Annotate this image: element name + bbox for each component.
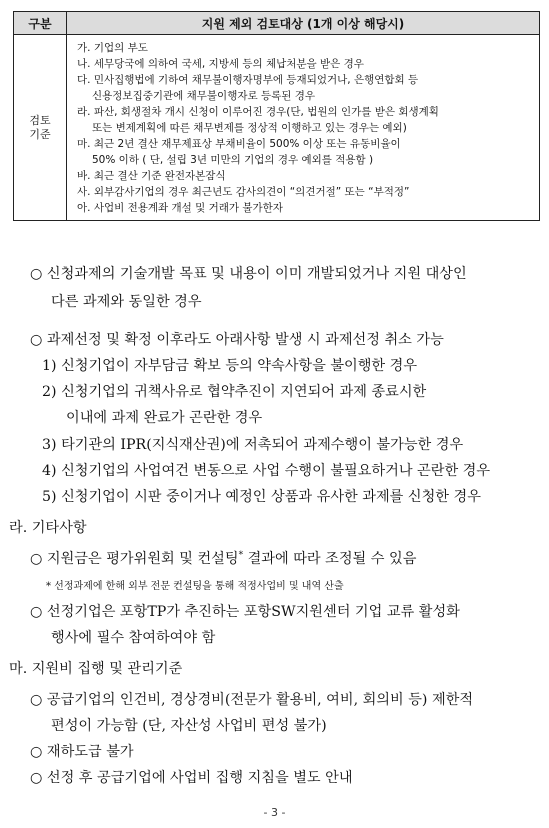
cancellation-item-5: 5) 신청기업이 시판 중이거나 예정인 상품과 유사한 과제를 신청한 경우 [42,489,481,505]
criteria-item-ma [77,136,531,168]
header-category: 구분 [14,12,67,35]
budget-item-2: ○ 재하도급 불가 [30,744,134,760]
budget-item-3: ○ 선정 후 공급기업에 사업비 집행 지침을 별도 안내 [30,770,353,786]
criteria-item-da-line1: 다. 민사집행법에 기하여 채무불이행자명부에 등재되었거나, 은행연합회 등 [77,74,419,86]
criteria-item-da-line2: 신용정보집중기관에 채무불이행자로 등록된 경우 [92,90,316,102]
section-heading-ra: 라. 기타사항 [9,520,87,536]
criteria-item-na: 나. 세무당국에 의하여 국세, 지방세 등의 체납처분을 받은 경우 [77,58,364,70]
exclusion-item-1-line1: ○ 신청과제의 기술개발 목표 및 내용이 이미 개발되었거나 지원 대상인 [30,266,467,282]
criteria-item-ma-line2: 50% 이하 ( 단, 설립 3년 미만의 기업의 경우 예외를 적용함 ) [92,154,374,166]
cancellation-item-1: 1) 신청기업이 자부담금 확보 등의 약속사항을 불이행한 경우 [42,358,418,374]
other-item-1-text: ○ 지원금은 평가위원회 및 컨설팅 [30,551,239,567]
other-item-2-line1: ○ 선정기업은 포항TP가 추진하는 포항SW지원센터 기업 교류 활성화 [30,604,460,620]
criteria-item-sa: 사. 외부감사기업의 경우 최근년도 감사의견이 “의견거절” 또는 “부적정” [77,186,410,198]
footnote-marker: * [238,550,244,561]
budget-item-1-line2: 편성이 가능함 (단, 자산성 사업비 편성 불가) [51,718,327,734]
criteria-item-ma-line1: 마. 최근 2년 결산 재무제표상 부채비율이 500% 이상 또는 유동비율이 [77,138,401,150]
cancellation-item-2-line1: 2) 신청기업의 귀책사유로 협약추진이 지연되어 과제 종료시한 [42,384,427,400]
criteria-item-a: 아. 사업비 전용계좌 개설 및 거래가 불가한자 [77,202,283,214]
cancellation-item-2-line2: 이내에 과제 완료가 곤란한 경우 [66,410,263,426]
section-heading-ma: 마. 지원비 집행 및 관리기준 [9,661,183,677]
cancellation-item-4: 4) 신청기업의 사업여건 변동으로 사업 수행이 불필요하거나 곤란한 경우 [42,463,491,479]
table-body-row [14,35,540,221]
other-item-1 [30,549,416,569]
criteria-item-ra-line1: 라. 파산, 회생절차 개시 신청이 이루어진 경우(단, 법원의 인가를 받은 회생계획 [77,106,439,118]
table-header-row [14,12,540,35]
criteria-item-ra [77,104,531,136]
criteria-item-da [77,72,531,104]
category-label-2: 기준 [29,127,51,141]
footnote-text: * 선정과제에 한해 외부 전문 컨설팅을 통해 적정사업비 및 내역 산출 [46,581,344,592]
criteria-item-ga: 가. 기업의 부도 [77,42,148,54]
budget-item-1-line1: ○ 공급기업의 인건비, 경상경비(전문가 활용비, 여비, 회의비 등) 제한적 [30,692,474,708]
other-item-1-tail: 결과에 따라 조정될 수 있음 [243,551,417,567]
page-number: - 3 - [263,806,286,819]
criteria-item-ba: 바. 최근 결산 기준 완전자본잠식 [77,170,226,182]
category-cell [14,35,67,221]
review-criteria-table [13,11,540,221]
cancellation-heading: ○ 과제선정 및 확정 이후라도 아래사항 발생 시 과제선정 취소 가능 [30,332,444,348]
exclusion-item-1-line2: 다른 과제와 동일한 경우 [51,294,202,310]
header-title: 지원 제외 검토대상 (1개 이상 해당시) [67,12,540,35]
criteria-item-ra-line2: 또는 변제계획에 따른 채무변제를 정상적 이행하고 있는 경우는 예외) [92,122,407,134]
other-item-2-line2: 행사에 필수 참여하여야 함 [51,630,216,646]
cancellation-item-3: 3) 타기관의 IPR(지식재산권)에 저촉되어 과제수행이 불가능한 경우 [42,437,464,453]
category-label-1: 검토 [29,113,51,127]
criteria-list [67,35,540,221]
